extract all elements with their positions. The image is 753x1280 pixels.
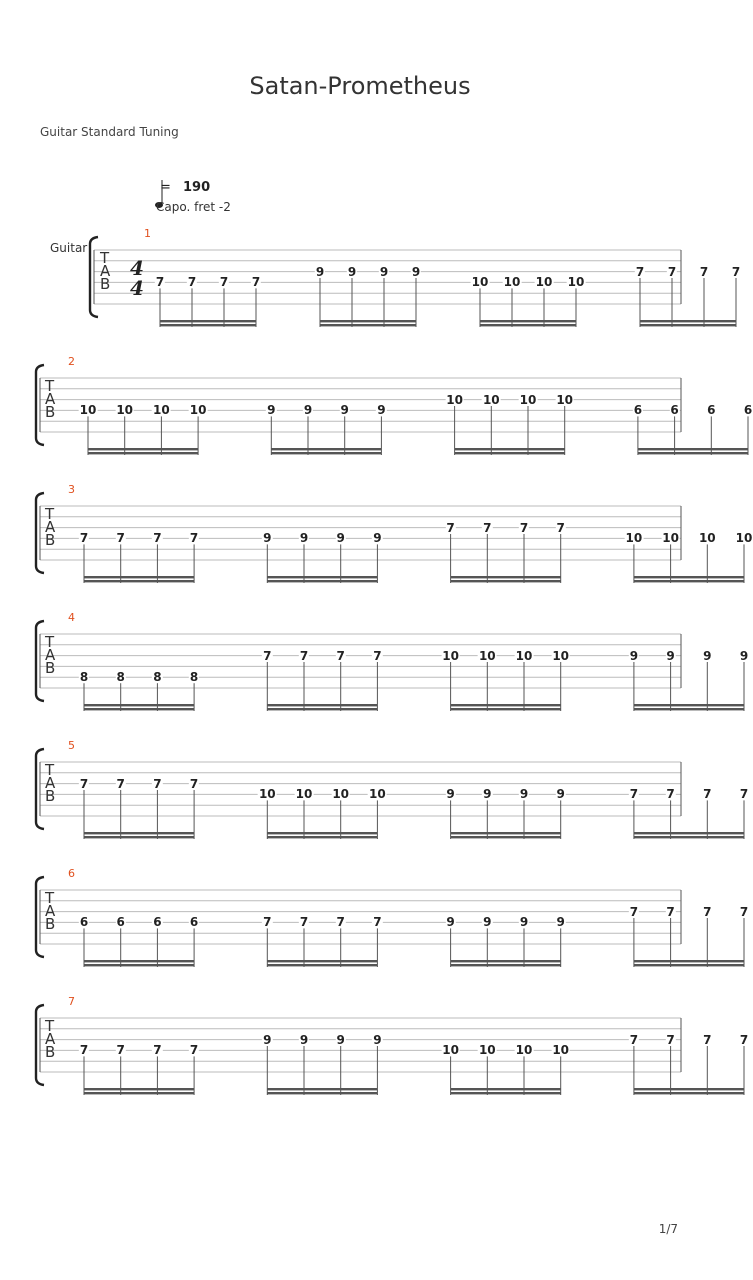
tuning-label: Guitar Standard Tuning — [40, 125, 179, 139]
fret-number: 9 — [299, 1032, 309, 1047]
fret-number: 10 — [442, 648, 459, 663]
fret-number: 7 — [519, 520, 529, 535]
note-beam — [480, 324, 576, 326]
fret-number: 7 — [703, 1032, 712, 1047]
fret-number: 9 — [446, 787, 455, 802]
note-beam — [84, 580, 194, 582]
note-beam — [451, 704, 561, 706]
fret-number: 9 — [411, 264, 421, 279]
tab-letter-t: T — [45, 1017, 55, 1035]
fret-number: 7 — [336, 648, 345, 663]
fret-number: 9 — [556, 915, 565, 930]
tab-letter-a: A — [45, 902, 56, 920]
fret-number: 9 — [340, 403, 349, 418]
fret-number: 10 — [482, 392, 500, 407]
note-beam — [634, 960, 744, 962]
fret-number: 10 — [552, 648, 570, 663]
note-beam — [267, 580, 377, 582]
fret-number: 9 — [519, 915, 529, 930]
fret-number: 7 — [189, 776, 199, 791]
note-beam — [640, 324, 736, 326]
tab-letter-t: T — [45, 889, 55, 907]
fret-number: 7 — [667, 264, 677, 279]
tab-letter-t: T — [100, 249, 110, 267]
fret-number: 9 — [483, 915, 492, 930]
fret-number: 7 — [263, 915, 272, 930]
note-beam — [84, 708, 194, 710]
fret-number: 9 — [263, 1032, 272, 1047]
tab-system-5 — [0, 742, 720, 852]
fret-number: 7 — [79, 1043, 89, 1058]
fret-number: 10 — [519, 392, 537, 407]
fret-number: 9 — [446, 915, 455, 930]
tab-letter-t: T — [45, 505, 55, 523]
fret-number: 7 — [556, 520, 565, 535]
fret-number: 10 — [503, 275, 521, 290]
note-beam — [634, 1088, 744, 1090]
fret-number: 7 — [263, 648, 272, 663]
fret-number: 7 — [739, 904, 749, 919]
note-beam — [84, 576, 194, 578]
fret-number: 7 — [739, 787, 749, 802]
note-beam — [267, 960, 377, 962]
note-beam — [84, 1088, 194, 1090]
note-beam — [451, 708, 561, 710]
tab-system-7 — [0, 998, 720, 1108]
fret-number: 7 — [739, 1032, 749, 1047]
note-beam — [634, 964, 744, 966]
tab-letter-a: A — [45, 646, 56, 664]
tab-letter-b: B — [45, 403, 56, 421]
tab-letter-b: B — [45, 787, 56, 805]
note-beam — [480, 320, 576, 322]
tab-system-2 — [0, 358, 720, 468]
fret-number: 7 — [187, 275, 197, 290]
note-beam — [451, 1092, 561, 1094]
time-signature-bottom: 4 — [130, 276, 144, 300]
note-beam — [634, 576, 744, 578]
tab-letter-t: T — [45, 761, 55, 779]
fret-number: 7 — [635, 264, 645, 279]
note-beam — [634, 580, 744, 582]
fret-number: 7 — [251, 275, 261, 290]
note-beam — [84, 960, 194, 962]
tab-letter-b: B — [100, 275, 111, 293]
fret-number: 10 — [698, 531, 716, 546]
note-beam — [640, 320, 736, 322]
note-beam — [451, 1088, 561, 1090]
note-beam — [320, 324, 416, 326]
note-beam — [271, 452, 381, 454]
tab-letter-b: B — [45, 1043, 56, 1061]
note-beam — [267, 836, 377, 838]
fret-number: 7 — [116, 1043, 125, 1058]
note-beam — [84, 704, 194, 706]
fret-number: 6 — [116, 915, 125, 930]
fret-number: 7 — [373, 915, 382, 930]
note-beam — [320, 320, 416, 322]
fret-number: 7 — [703, 904, 712, 919]
note-beam — [634, 704, 744, 706]
fret-number: 10 — [478, 1043, 496, 1058]
note-beam — [451, 832, 561, 834]
fret-number: 10 — [446, 392, 463, 407]
note-beam — [634, 832, 744, 834]
fret-number: 7 — [666, 904, 675, 919]
fret-number: 7 — [731, 264, 741, 279]
time-signature-top: 4 — [130, 256, 144, 280]
fret-number: 7 — [666, 787, 675, 802]
fret-number: 7 — [629, 904, 639, 919]
tab-letter-a: A — [45, 774, 56, 792]
tab-letter-a: A — [100, 262, 111, 280]
fret-number: 7 — [299, 915, 309, 930]
fret-number: 10 — [189, 403, 207, 418]
note-beam — [88, 452, 198, 454]
tab-letter-a: A — [45, 518, 56, 536]
tab-system-4 — [0, 614, 720, 724]
fret-number: 7 — [373, 648, 382, 663]
note-beam — [634, 1092, 744, 1094]
fret-number: 8 — [153, 670, 162, 685]
fret-number: 9 — [556, 787, 565, 802]
fret-number: 9 — [379, 264, 389, 279]
fret-number: 7 — [153, 1043, 162, 1058]
fret-number: 6 — [707, 403, 716, 418]
tempo-equals: = — [160, 180, 171, 195]
fret-number: 10 — [556, 392, 574, 407]
fret-number: 10 — [478, 648, 496, 663]
fret-number: 7 — [116, 776, 125, 791]
fret-number: 9 — [703, 648, 712, 663]
fret-number: 7 — [703, 787, 712, 802]
fret-number: 7 — [629, 787, 639, 802]
fret-number: 10 — [258, 787, 276, 802]
note-beam — [267, 708, 377, 710]
fret-number: 9 — [347, 264, 357, 279]
note-beam — [451, 836, 561, 838]
tab-letter-b: B — [45, 659, 56, 677]
fret-number: 9 — [303, 403, 313, 418]
fret-number: 6 — [670, 403, 679, 418]
fret-number: 7 — [483, 520, 492, 535]
note-beam — [84, 836, 194, 838]
measure-number: 3 — [68, 483, 75, 496]
fret-number: 9 — [373, 531, 382, 546]
note-beam — [634, 836, 744, 838]
fret-number: 7 — [219, 275, 229, 290]
measure-number: 1 — [144, 227, 151, 240]
fret-number: 9 — [519, 787, 529, 802]
note-beam — [451, 580, 561, 582]
note-beam — [634, 708, 744, 710]
note-beam — [455, 452, 565, 454]
note-beam — [267, 704, 377, 706]
fret-number: 10 — [332, 787, 350, 802]
note-beam — [267, 1088, 377, 1090]
fret-number: 9 — [739, 648, 749, 663]
fret-number: 10 — [442, 1043, 459, 1058]
note-beam — [455, 448, 565, 450]
tempo-marking — [150, 178, 270, 218]
note-beam — [271, 448, 381, 450]
note-beam — [638, 448, 748, 450]
tempo-bpm: 190 — [183, 180, 211, 195]
fret-number: 6 — [79, 915, 89, 930]
fret-number: 7 — [153, 776, 162, 791]
fret-number: 10 — [515, 1043, 533, 1058]
fret-number: 10 — [79, 403, 97, 418]
tab-letter-a: A — [45, 390, 56, 408]
tab-letter-b: B — [45, 915, 56, 933]
score-title: Satan-Prometheus — [249, 72, 471, 100]
note-beam — [267, 964, 377, 966]
measure-number: 2 — [68, 355, 75, 368]
tab-letter-b: B — [45, 531, 56, 549]
note-beam — [84, 964, 194, 966]
tab-letter-a: A — [45, 1030, 56, 1048]
fret-number: 10 — [471, 275, 489, 290]
fret-number: 10 — [535, 275, 553, 290]
fret-number: 8 — [79, 670, 89, 685]
fret-number: 9 — [267, 403, 276, 418]
note-beam — [84, 832, 194, 834]
fret-number: 6 — [189, 915, 199, 930]
fret-number: 9 — [483, 787, 492, 802]
page-number: 1/7 — [658, 1222, 678, 1236]
fret-number: 9 — [299, 531, 309, 546]
note-beam — [88, 448, 198, 450]
note-beam — [267, 832, 377, 834]
fret-number: 9 — [666, 648, 675, 663]
note-beam — [267, 576, 377, 578]
fret-number: 7 — [155, 275, 165, 290]
fret-number: 7 — [299, 648, 309, 663]
fret-number: 10 — [567, 275, 585, 290]
fret-number: 9 — [373, 1032, 382, 1047]
fret-number: 7 — [79, 776, 89, 791]
measure-number: 4 — [68, 611, 75, 624]
fret-number: 9 — [336, 1032, 345, 1047]
fret-number: 7 — [116, 531, 125, 546]
measure-number: 5 — [68, 739, 75, 752]
fret-number: 9 — [377, 403, 386, 418]
note-beam — [84, 1092, 194, 1094]
fret-number: 9 — [336, 531, 345, 546]
instrument-label: Guitar — [50, 241, 88, 255]
note-beam — [160, 324, 256, 326]
fret-number: 8 — [116, 670, 125, 685]
note-beam — [267, 1092, 377, 1094]
fret-number: 6 — [633, 403, 643, 418]
fret-number: 6 — [153, 915, 162, 930]
fret-number: 9 — [263, 531, 272, 546]
fret-number: 7 — [189, 531, 199, 546]
note-beam — [451, 964, 561, 966]
fret-number: 8 — [189, 670, 199, 685]
fret-number: 10 — [662, 531, 679, 546]
fret-number: 7 — [629, 1032, 639, 1047]
fret-number: 9 — [315, 264, 325, 279]
tab-system-6 — [0, 870, 720, 980]
note-beam — [638, 452, 748, 454]
fret-number: 7 — [79, 531, 89, 546]
measure-number: 7 — [68, 995, 75, 1008]
measure-number: 6 — [68, 867, 75, 880]
fret-number: 10 — [369, 787, 386, 802]
note-beam — [451, 960, 561, 962]
fret-number: 7 — [336, 915, 345, 930]
fret-number: 7 — [446, 520, 455, 535]
capo-label: Capo. fret -2 — [156, 200, 231, 214]
tab-letter-t: T — [45, 377, 55, 395]
fret-number: 7 — [153, 531, 162, 546]
fret-number: 7 — [699, 264, 709, 279]
fret-number: 10 — [153, 403, 170, 418]
fret-number: 10 — [295, 787, 313, 802]
fret-number: 7 — [666, 1032, 675, 1047]
fret-number: 10 — [625, 531, 643, 546]
fret-number: 10 — [735, 531, 753, 546]
note-beam — [160, 320, 256, 322]
fret-number: 10 — [515, 648, 533, 663]
fret-number: 6 — [743, 403, 753, 418]
tab-letter-t: T — [45, 633, 55, 651]
tab-system-3 — [0, 486, 720, 596]
fret-number: 10 — [552, 1043, 570, 1058]
note-beam — [451, 576, 561, 578]
fret-number: 10 — [116, 403, 134, 418]
fret-number: 9 — [629, 648, 639, 663]
fret-number: 7 — [189, 1043, 199, 1058]
